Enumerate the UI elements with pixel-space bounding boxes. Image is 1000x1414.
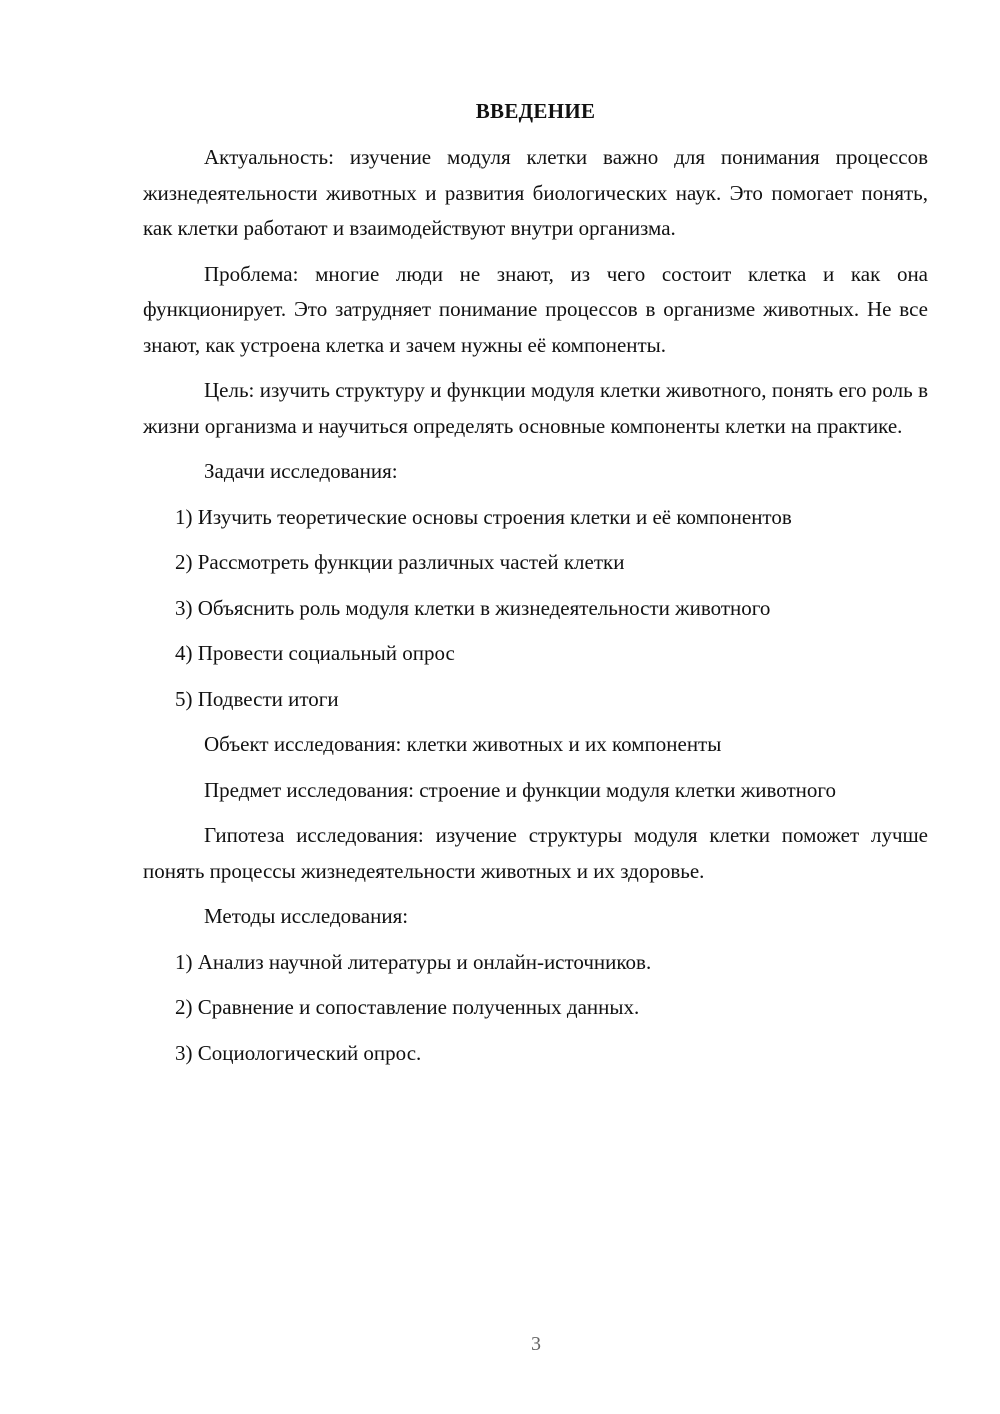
tasks-label: Задачи исследования: [204, 459, 398, 483]
problem-paragraph: Проблема: многие люди не знают, из чего состоит клетка и как она функционирует. Это затрудняет понимание процессов в организме животных. Не все знают, как устроена клетка и зачем нужны её компоненты. [143, 261, 928, 357]
list-item: 3) Социологический опрос. [175, 1040, 422, 1065]
list-item: 5) Подвести итоги [175, 686, 339, 711]
subject-paragraph: Предмет исследования: строение и функции модуля клетки животного [204, 777, 837, 802]
page-title: ВВЕДЕНИЕ [475, 99, 596, 123]
goal-paragraph: Цель: изучить структуру и функции модуля клетки животного, понять его роль в жизни организма и научиться определять основные компоненты клетки на практике. [143, 378, 928, 438]
object-line: Объект исследования: клетки животных и их компоненты [204, 732, 722, 756]
list-item: 2) Рассмотреть функции различных частей клетки [175, 550, 625, 574]
list-item: 1) Анализ научной литературы и онлайн-источников. [175, 949, 652, 974]
methods-label: Методы исследования: [204, 904, 409, 928]
page-number: 3 [531, 1333, 541, 1355]
relevance-paragraph: Актуальность: изучение модуля клетки важно для понимания процессов жизнедеятельности животных и развития биологических наук. Это помогает понять, как клетки работают и взаимодействуют внутри организма. [143, 145, 928, 240]
list-item: 3) Объяснить роль модуля клетки в жизнедеятельности животного [175, 595, 771, 620]
list-item: 4) Провести социальный опрос [175, 641, 455, 665]
document-page [143, 96, 928, 1081]
list-item: 2) Сравнение и сопоставление полученных данных. [175, 995, 640, 1019]
list-item: 1) Изучить теоретические основы строения клетки и её компонентов [175, 504, 792, 529]
tasks-list [143, 500, 928, 718]
methods-list [143, 945, 928, 1072]
hypothesis-paragraph: Гипотеза исследования: изучение структуры модуля клетки поможет лучше понять процессы жизнедеятельности животных и их здоровье. [143, 823, 928, 883]
